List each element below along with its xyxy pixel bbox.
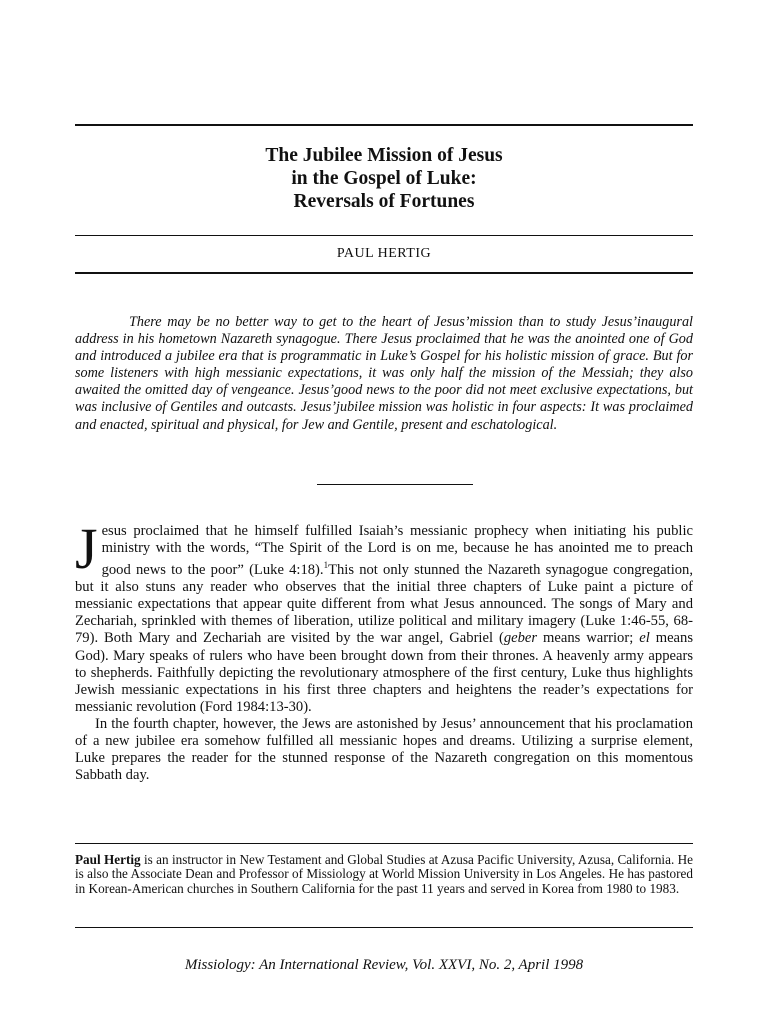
bio-rule [75, 843, 693, 844]
title-rule [75, 235, 693, 236]
paragraph: Jesus proclaimed that he himself fulfilled Isaiah’s messianic prophecy when initiating his public ministry with the words, “The Spirit of the Lord is on me, because he has anointed me to preach good news to the poor” (Luke 4:18).$^1$This not only stunned the Nazareth synagogue congregation, but it also stuns any reader who observes that the initial three chapters of Luke paint a picture of messianic expectations that appear quite different from what Jesus announced. The songs of Mary and Zechariah, sprinkled with themes of liberation, utilize political and military imagery (Luke 1:46-55, 68-79). Both Mary and Zechariah are visited by the war angel, Gabriel (geber means warrior; el means God). Mary speaks of rulers who have been brought down from their thrones. A heavenly army appears to shepherds. Faithfully depicting the revolutionary atmosphere of the first century, Luke thus highlights Jewish messianic expectations in his first three chapters and heightens the reader’s expectations for messianic revolution (Ford 1984:13-30). [75, 516, 694, 715]
title-line: The Jubilee Mission of Jesus [265, 145, 503, 166]
section-divider [317, 484, 473, 485]
journal-citation: Missiology: An International Review, Vol. XXVI, No. 2, April 1998 [184, 957, 584, 973]
drop-cap: J [75, 516, 98, 581]
author-rule [75, 272, 693, 274]
paragraph: In the fourth chapter, however, the Jews are astonished by Jesus’ announcement that his proclamation of a new jubilee era somehow fulfilled all messianic hopes and dreams. Utilizing a surprise element, Luke prepares the reader for the stunned response of the Nazareth congregation on this momentous Sabbath day. [75, 715, 693, 784]
abstract: There may be no better way to get to the heart of Jesus’mission than to study Jesus’inaugural address in his hometown Nazareth synagogue. There Jesus proclaimed that he was the anointed one of God and introduced a jubilee era that is programmatic in Luke’s Gospel for his holistic mission of grace. But for some listeners with high messianic expectations, it was only half the mission of the Messiah; they also awaited the omitted day of vengeance. Jesus’good news to the poor did not meet exclusive expectations, but was inclusive of Gentiles and outcasts. Jesus’jubilee mission was holistic in four aspects: It was proclaimed and enacted, spiritual and physical, for Jew and Gentile, present and eschatological. [75, 314, 693, 433]
top-rule [75, 124, 693, 126]
article-title [75, 144, 693, 213]
bio-name: Paul Hertig [75, 852, 141, 867]
bio-bottom-rule [75, 927, 693, 928]
footnote-marker: 1 [323, 560, 329, 571]
title-line: Reversals of Fortunes [293, 191, 475, 212]
author-bio: Paul Hertig is an instructor in New Testament and Global Studies at Azusa Pacific University, Azusa, California. He is also the Associate Dean and Professor of Missiology at World Mission University in Los Angeles. He has pastored in Korean-American churches in Southern California for the past 11 years and served in Korea from 1980 to 1983. [75, 852, 693, 896]
author-name: PAUL HERTIG [336, 246, 432, 261]
title-line: in the Gospel of Luke: [291, 168, 477, 189]
body-text [75, 516, 694, 784]
